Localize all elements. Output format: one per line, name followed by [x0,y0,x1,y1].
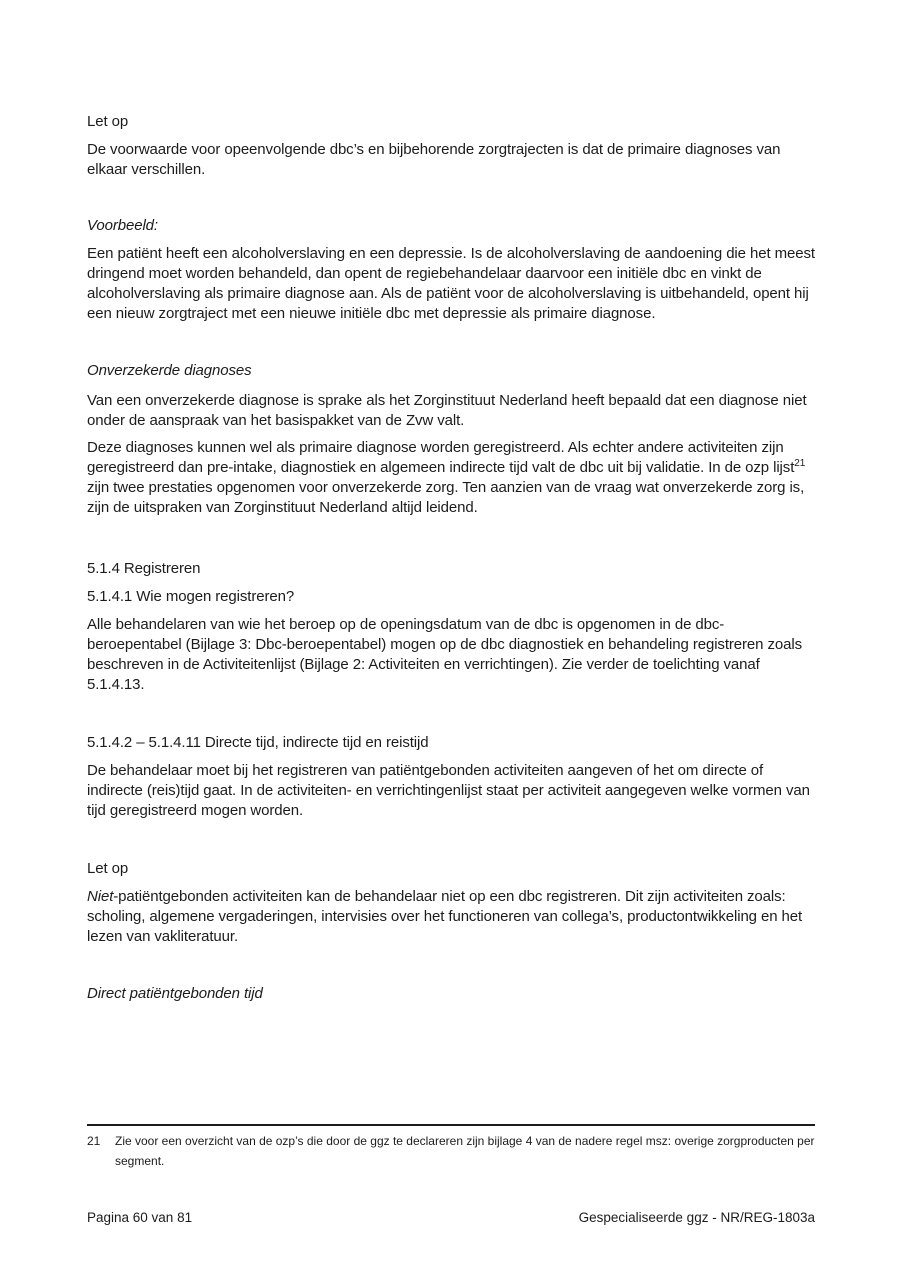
footer-page-number: Pagina 60 van 81 [87,1210,193,1225]
uninsured-heading: Onverzekerde diagnoses [87,362,252,379]
note2-paragraph-rest: -patiëntgebonden activiteiten kan de behandelaar niet op een dbc registreren. Dit zijn activiteiten zoals: scholing, algemene vergaderingen, intervisies over het functioneren van collega’s, productontwikkeling en het lezen van vakliteratuur. [87,888,803,945]
footnote-text: Zie voor een overzicht van de ozp’s die door de ggz te declareren zijn bijlage 4 van de nadere regel msz: overige zorgproducten per segment. [115,1134,815,1168]
footnote-divider [87,1124,815,1126]
footer-document-reference: Gespecialiseerde ggz - NR/REG-1803a [578,1210,815,1225]
example-heading: Voorbeeld: [87,217,158,234]
note2-paragraph [87,887,817,947]
section-514-heading: 5.1.4 Registreren [87,560,201,577]
section-5142-paragraph: De behandelaar moet bij het registreren van patiëntgebonden activiteiten aangeven of het om directe of indirecte (reis)tijd gaat. In de activiteiten- en verrichtingenlijst staat per activiteit aangegeven welke vormen van tijd geregistreerd mogen worden. [87,762,810,819]
note1-heading: Let op [87,113,129,130]
note2-heading: Let op [87,860,129,877]
section-5141-paragraph: Alle behandelaren van wie het beroep op de openingsdatum van de dbc is opgenomen in de dbc-beroepentabel (Bijlage 3: Dbc-beroepentabel) mogen op de dbc diagnostiek en behandeling registreren zoals beschreven in de Activiteitenlijst (Bijlage 2: Activiteiten en verrichtingen). Zie verder de toelichting vanaf 5.1.4.13. [87,616,802,693]
uninsured-paragraph-1: Van een onverzekerde diagnose is sprake als het Zorginstituut Nederland heeft bepaald dat een diagnose niet onder de aanspraak van het basispakket van de Zvw valt. [87,392,807,429]
page-footer [87,1209,815,1226]
direct-tijd-heading: Direct patiëntgebonden tijd [87,985,263,1002]
uninsured-paragraph-2 [87,438,817,518]
note1-paragraph: De voorwaarde voor opeenvolgende dbc’s en bijbehorende zorgtrajecten is dat de primaire diagnoses van elkaar verschillen. [87,141,781,178]
example-paragraph: Een patiënt heeft een alcoholverslaving en een depressie. Is de alcoholverslaving de aandoening die het meest dringend moet worden behandeld, dan opent de regiebehandelaar daarvoor een initiële dbc en vinkt de alcoholverslaving als primaire diagnose aan. Als de patiënt voor de alcoholverslaving is uitbehandeld, opent hij een nieuw zorgtraject met een nieuwe initiële dbc met depressie als primaire diagnose. [87,245,815,322]
section-5141-heading: 5.1.4.1 Wie mogen registreren? [87,588,295,605]
section-5142-heading: 5.1.4.2 – 5.1.4.11 Directe tijd, indirecte tijd en reistijd [87,734,429,751]
uninsured-paragraph-2-rest: zijn twee prestaties opgenomen voor onverzekerde zorg. Ten aanzien van de vraag wat onverzekerde zorg is, zijn de uitspraken van Zorginstituut Nederland altijd leidend. [87,479,805,516]
footnote-number: 21 [87,1134,101,1148]
uninsured-paragraph-2-text: Deze diagnoses kunnen wel als primaire diagnose worden geregistreerd. Als echter andere activiteiten zijn geregistreerd dan pre-intake, diagnostiek en algemeen indirecte tijd valt de dbc uit bij validatie. In de ozp lijst [87,439,795,476]
note2-paragraph-italic: Niet [87,888,114,905]
footnote-reference-21: 21 [794,458,806,469]
footnote [87,1131,817,1171]
